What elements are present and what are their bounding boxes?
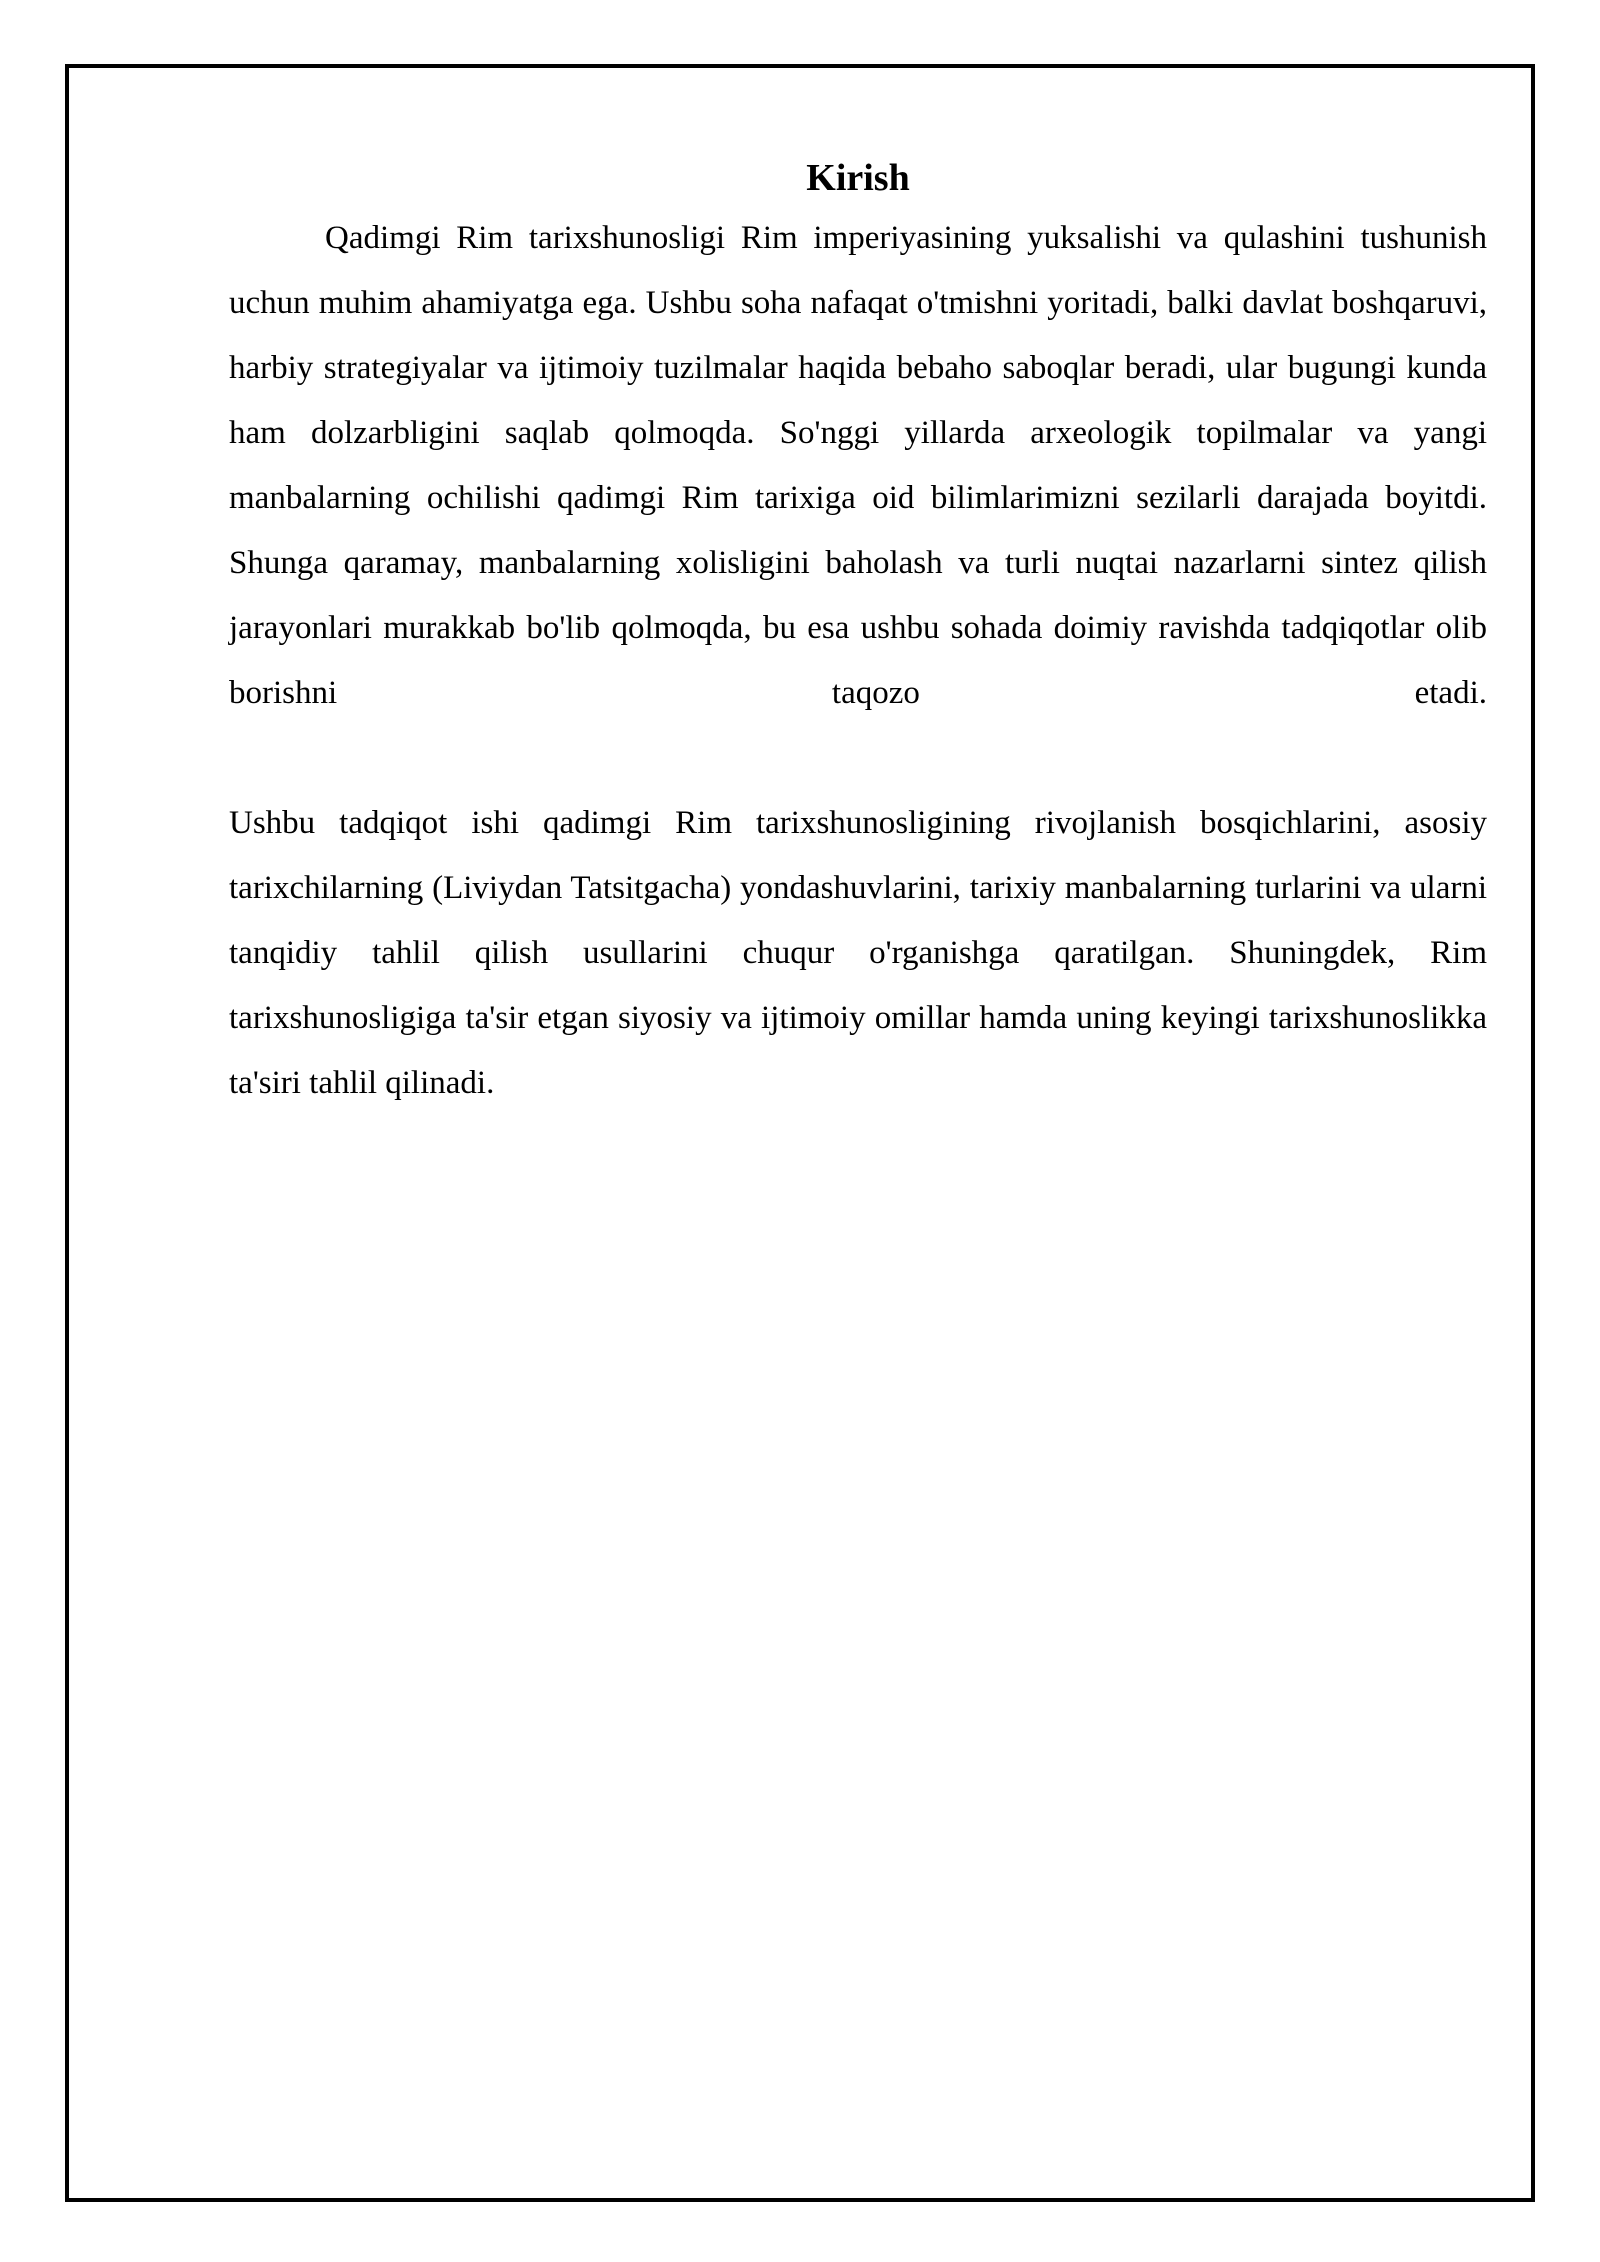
document-body [229, 150, 1487, 1116]
paragraph-spacer [229, 726, 1487, 791]
paragraph-research-aim: Ushbu tadqiqot ishi qadimgi Rim tarixshunosligining rivojlanish bosqichlarini, asosiy tarixchilarning (Liviydan Tatsitgacha) yondashuvlarini, tarixiy manbalarning turlarini va ularni tanqidiy tahlil qilish usullarini chuqur o'rganishga qaratilgan. Shuningdek, Rim tarixshunosligiga ta'sir etgan siyosiy va ijtimoiy omillar hamda uning keyingi tarixshunoslikka ta'siri tahlil qilinadi. [229, 805, 1487, 1101]
paragraph-intro: Qadimgi Rim tarixshunosligi Rim imperiyasining yuksalishi va qulashini tushunish uchun muhim ahamiyatga ega. Ushbu soha nafaqat o'tmishni yoritadi, balki davlat boshqaruvi, harbiy strategiyalar va ijtimoiy tuzilmalar haqida bebaho saboqlar beradi, ular bugungi kunda ham dolzarbligini saqlab qolmoqda. So'nggi yillarda arxeologik topilmalar va yangi manbalarning ochilishi qadimgi Rim tarixiga oid bilimlarimizni sezilarli darajada boyitdi. Shunga qaramay, manbalarning xolisligini baholash va turli nuqtai nazarlarni sintez qilish jarayonlari murakkab bo'lib qolmoqda, bu esa ushbu sohada doimiy ravishda tadqiqotlar olib borishni taqozo etadi. [229, 220, 1487, 711]
page-title: Kirish [806, 157, 910, 199]
